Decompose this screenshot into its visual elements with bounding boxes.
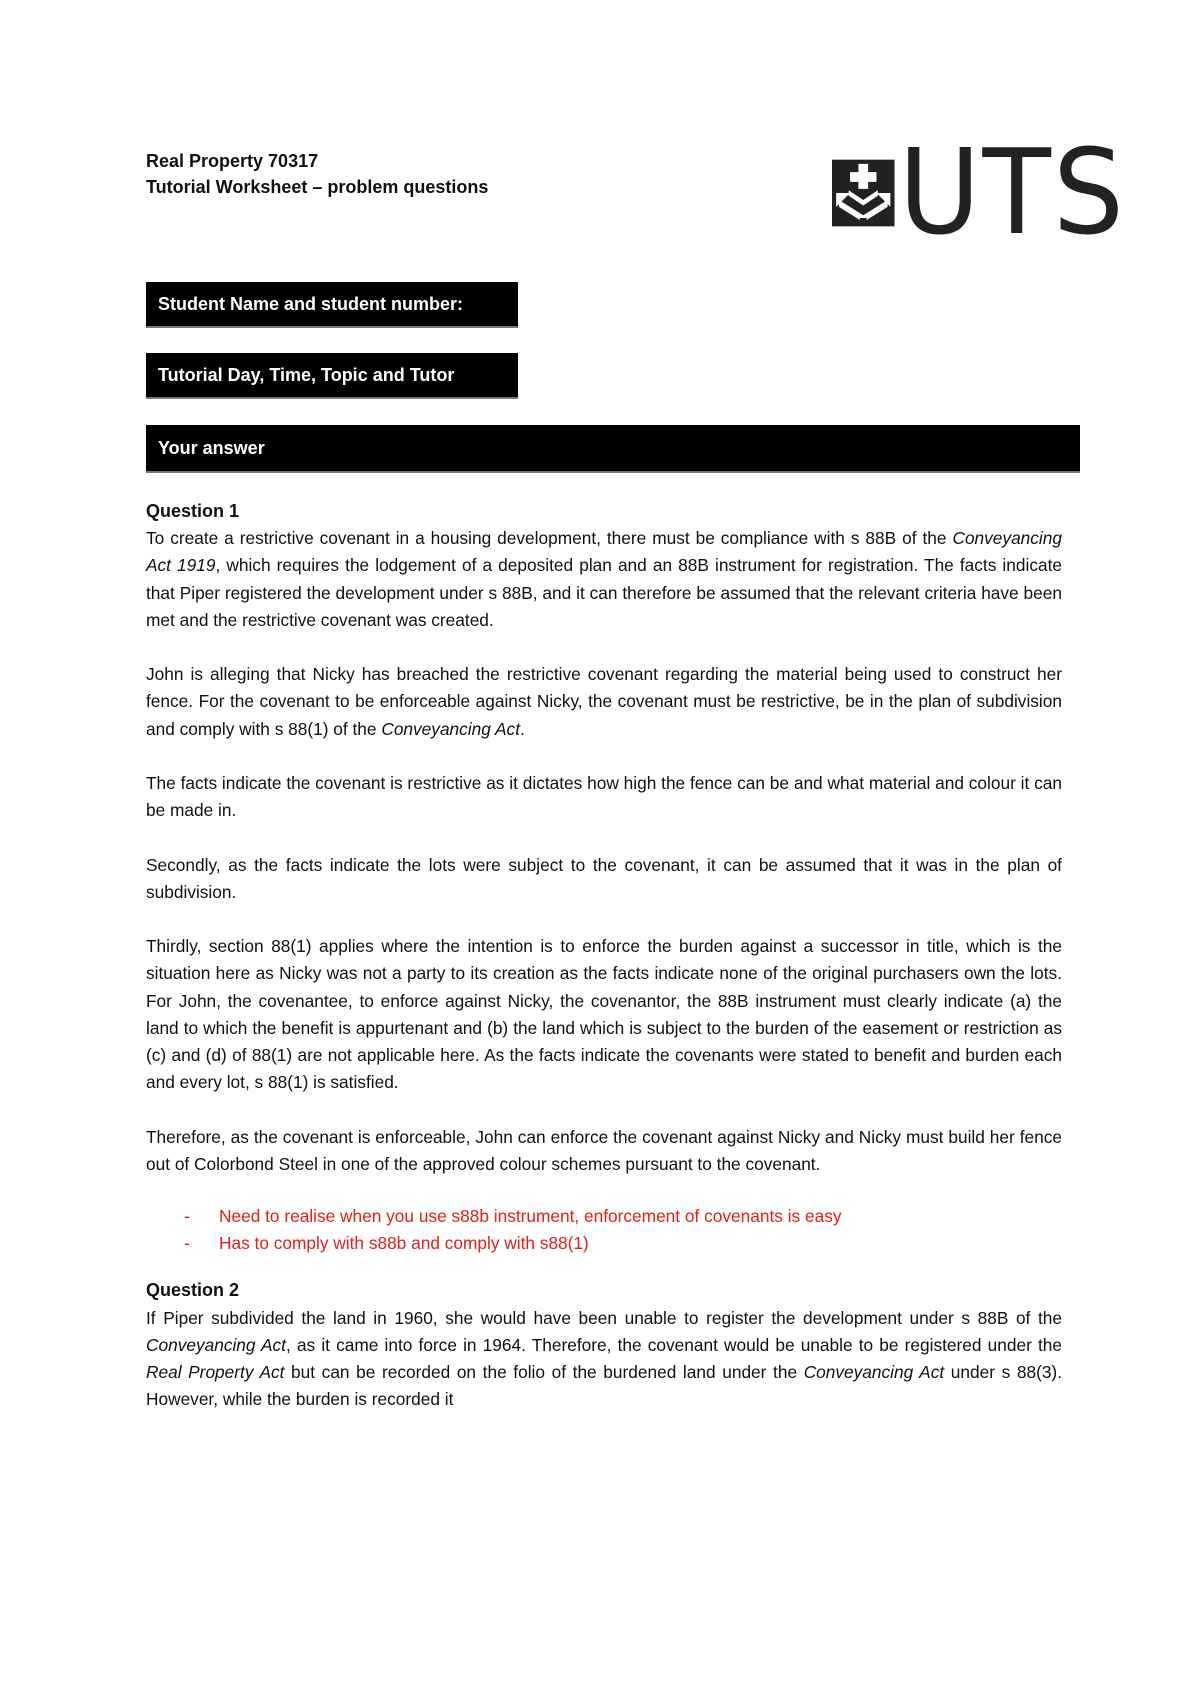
q1-paragraph-3: The facts indicate the covenant is restrictive as it dictates how high the fence can be and what material and colour it can be made in. <box>146 773 1062 821</box>
q2-paragraph-1: If Piper subdivided the land in 1960, she would have been unable to register the development under s 88B of the Conveyancing Act, as it came into force in 1964. Therefore, the covenant would be unable to be registered under the Real Property Act but can be recorded on the folio of the burdened land under the Conveyancing Act under s 88(3). However, while the burden is recorded it <box>146 1307 1062 1410</box>
question-1-title: Question 1 <box>146 501 240 521</box>
q1-paragraph-1: To create a restrictive covenant in a housing development, there must be compliance with s 88B of the Conveyancing Act 1919, which requires the lodgement of a deposited plan and an 88B instrument for registration. The facts indicate that Piper registered the development under s 88B, and it can therefore be assumed that the relevant criteria have been met and the restrictive covenant was created. <box>146 528 1063 630</box>
uts-logo <box>832 124 1126 262</box>
q1-paragraph-2: John is alleging that Nicky has breached the restrictive covenant regarding the material being used to construct her fence. For the covenant to be enforceable against Nicky, the covenant must be restrictive, be in the plan of subdivision and comply with s 88(1) of the Conveyancing Act. <box>146 664 1062 739</box>
q1-notes-list <box>146 1203 1062 1257</box>
q1-paragraph-5: Thirdly, section 88(1) applies where the intention is to enforce the burden against a successor in title, which is the situation here as Nicky was not a party to its creation as the facts indicate none of the original purchasers own the lots. For John, the covenantee, to enforce against Nicky, the covenantor, the 88B instrument must clearly indicate (a) the land to which the benefit is appurtenant and (b) the land which is subject to the burden of the easement or restriction as (c) and (d) of 88(1) are not applicable here. As the facts indicate the covenants were stated to benefit and burden each and every lot, s 88(1) is satisfied. <box>146 936 1062 1093</box>
tutorial-details-label: Tutorial Day, Time, Topic and Tutor <box>158 364 455 385</box>
your-answer-field[interactable] <box>146 425 1080 471</box>
q1-paragraph-6: Therefore, as the covenant is enforceable, John can enforce the covenant against Nicky and Nicky must build her fence out of Colorbond Steel in one of the approved colour schemes pursuant to the covenant. <box>146 1126 1062 1174</box>
uts-logo-text: UTS <box>898 124 1126 262</box>
uts-crest-icon <box>832 145 895 241</box>
answer-content <box>146 498 1062 1413</box>
worksheet-title: Tutorial Worksheet – problem questions <box>146 177 489 197</box>
list-item: - Has to comply with s88b and comply with s88(1) <box>184 1233 589 1254</box>
q1-paragraph-4: Secondly, as the facts indicate the lots were subject to the covenant, it can be assumed that it was in the plan of subdivision. <box>146 854 1062 902</box>
student-name-field[interactable] <box>146 282 518 326</box>
list-item: - Need to realise when you use s88b instrument, enforcement of covenants is easy <box>184 1206 842 1226</box>
student-name-label: Student Name and student number: <box>158 293 464 314</box>
tutorial-details-field[interactable] <box>146 353 518 397</box>
document-header <box>146 148 488 200</box>
course-title: Real Property 70317 <box>146 151 319 171</box>
your-answer-label: Your answer <box>158 437 265 458</box>
question-2-title: Question 2 <box>146 1280 240 1301</box>
